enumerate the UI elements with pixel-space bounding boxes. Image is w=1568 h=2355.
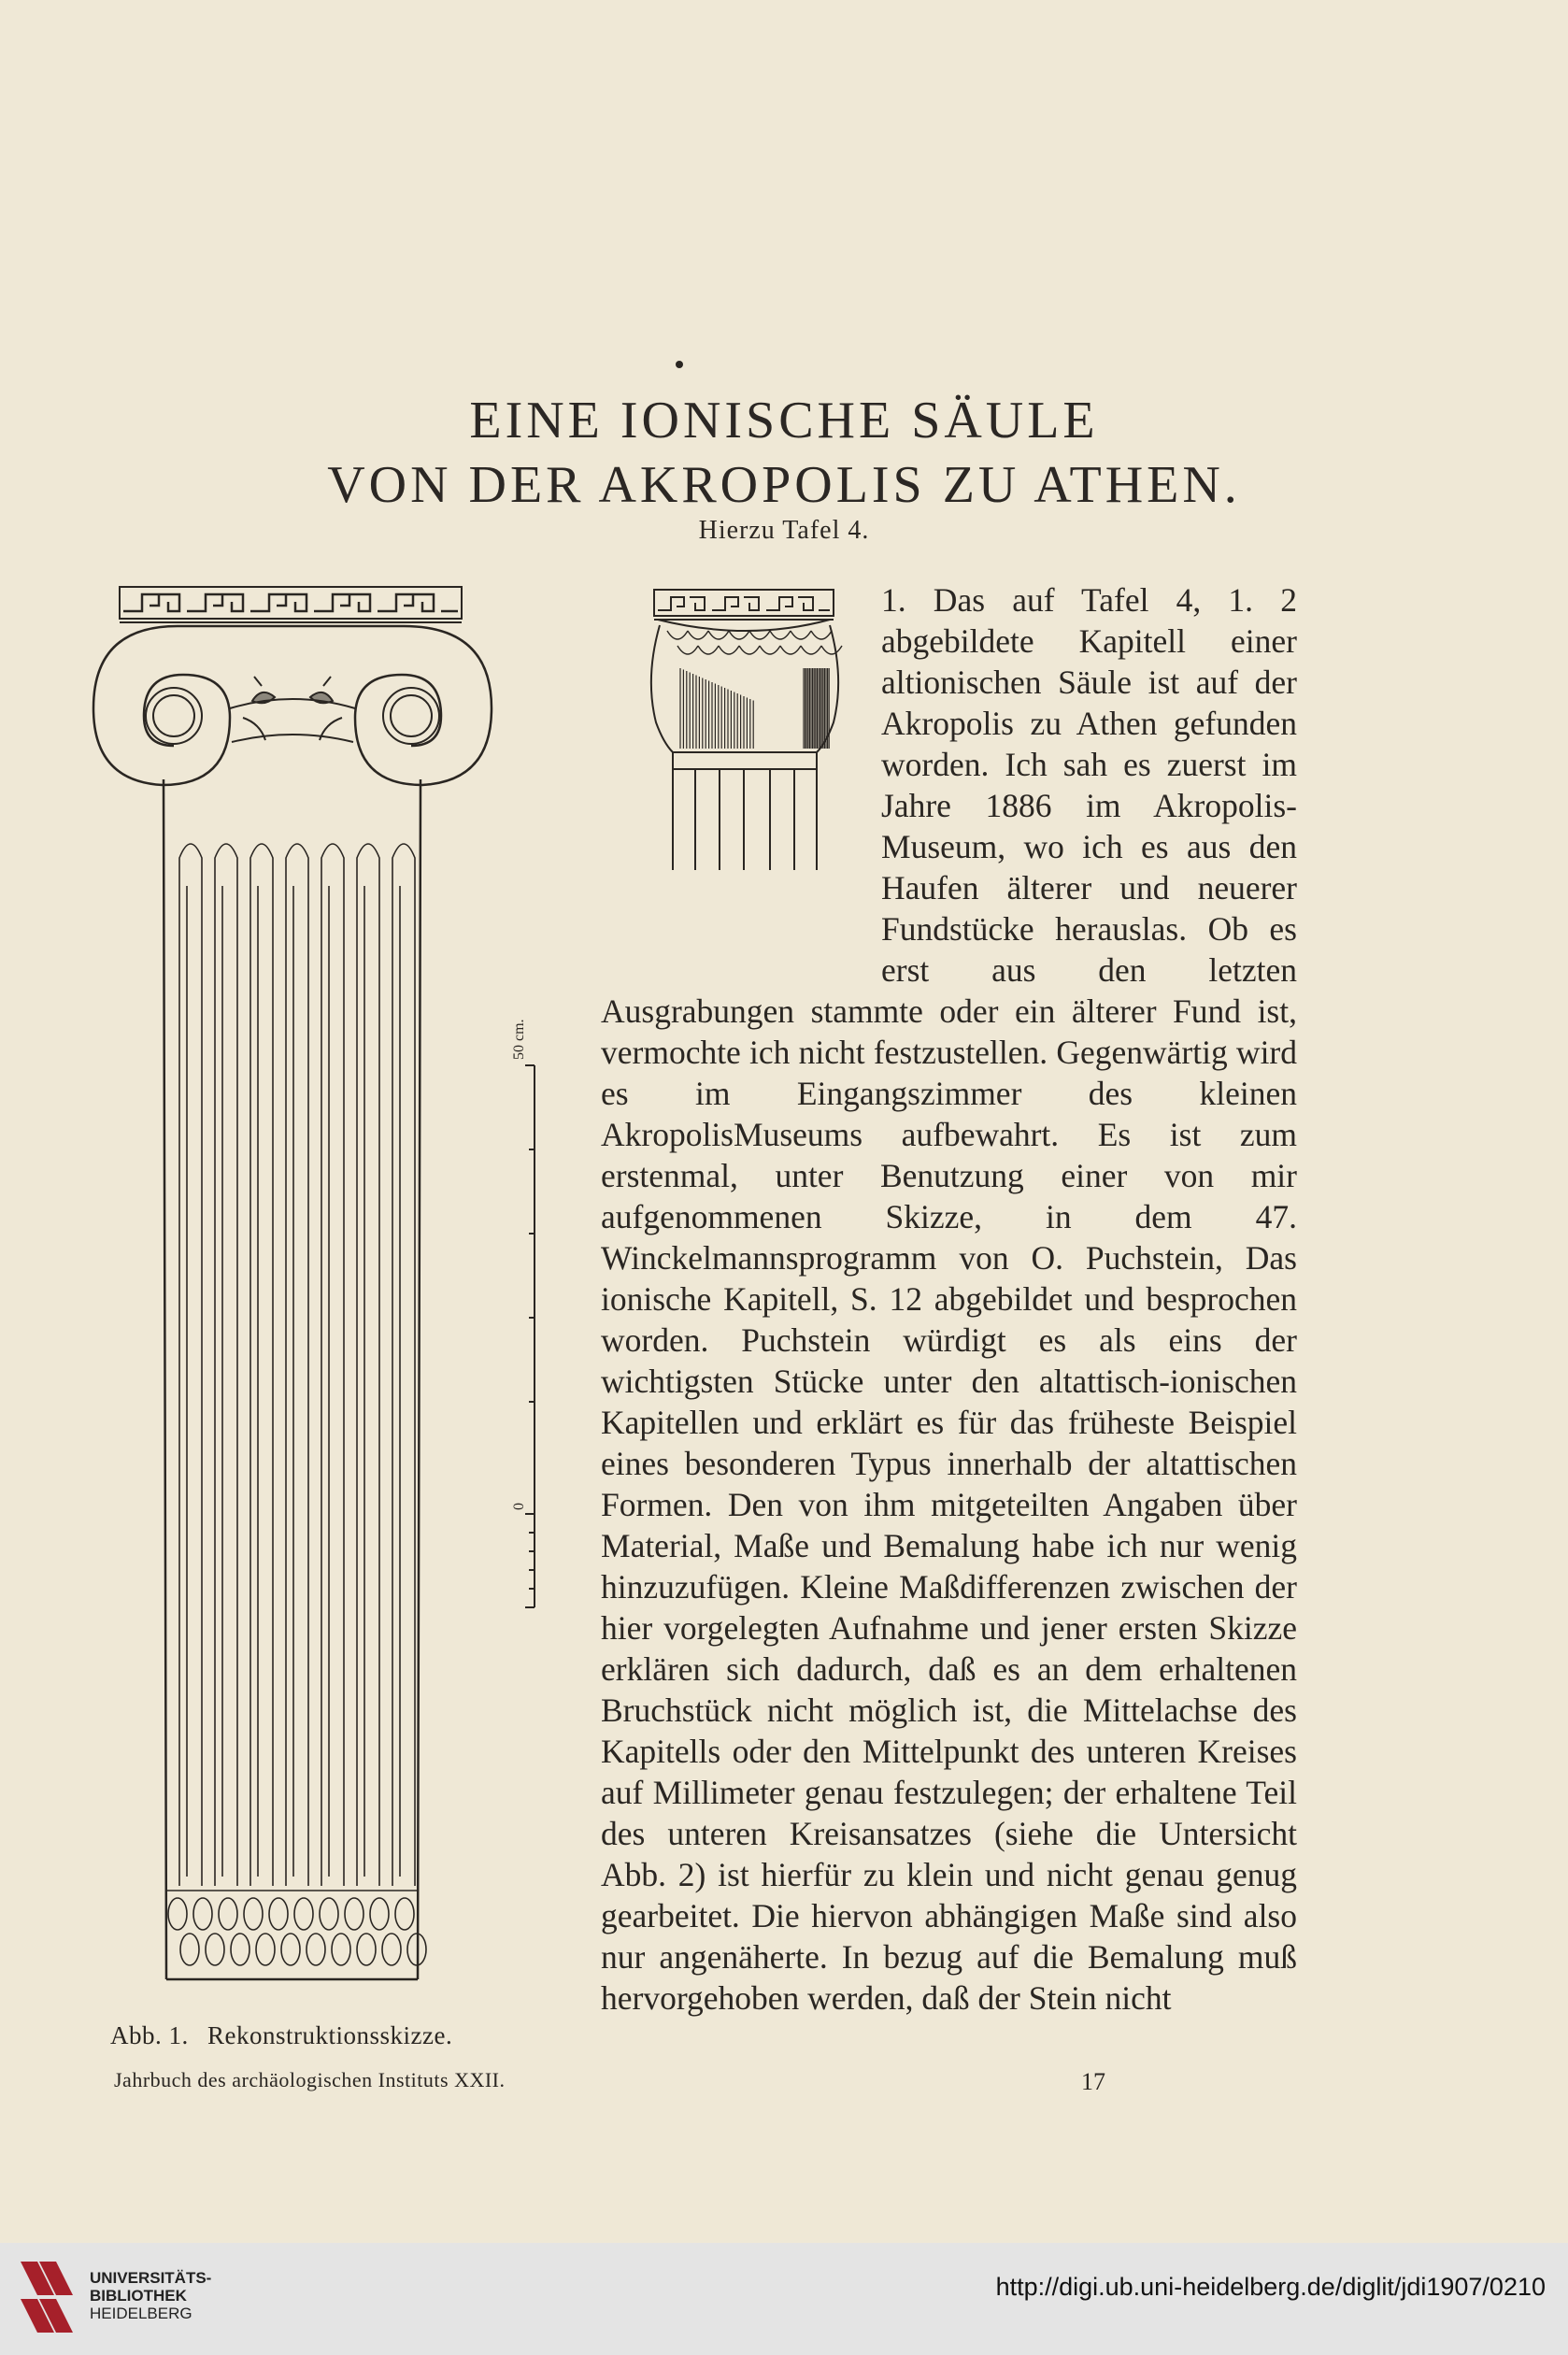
column-reconstruction-figure	[75, 578, 561, 2019]
heidelberg-library-logo-icon	[17, 2258, 77, 2338]
source-url[interactable]: http://digi.ub.uni-heidelberg.de/diglit/jdi1907/0210	[995, 2273, 1546, 2301]
article-title-line-1: EINE IONISCHE SÄULE	[469, 392, 1099, 450]
library-name: UNIVERSITÄTS- BIBLIOTHEK HEIDELBERG	[90, 2269, 212, 2322]
caption-text: Rekonstruktionsskizze.	[207, 2021, 453, 2049]
scale-zero: 0	[511, 1503, 527, 1510]
body-text	[601, 579, 1297, 2019]
journal-footer: Jahrbuch des archäologischen Instituts XXII.	[114, 2068, 506, 2091]
scale-label: 50 cm.	[511, 1019, 527, 1060]
plate-reference: Hierzu Tafel 4.	[698, 516, 870, 545]
figure-caption	[110, 2021, 452, 2050]
ornament-dot	[676, 361, 683, 368]
body-paragraph: 1. Das auf Tafel 4, 1. 2 abgebildete Kapitell einer altionischen Säule ist auf der Akropolis zu Athen gefunden worden. Ich sah es zuerst im Jahre 1886 im Akropolis-Museum, wo ich es aus den Haufen älterer und neuerer Fundstücke herauslas. Ob es erst aus den letzten Ausgrabungen stammte oder ein älterer Fund ist, vermochte ich nicht festzustellen. Gegenwärtig wird es im Eingangszimmer des kleinen AkropolisMuseums aufbewahrt. Es ist zum erstenmal, unter Benutzung einer von mir aufgenommenen Skizze, in dem 47. Winckelmannsprogramm von O. Puchstein, Das ionische Kapitell, S. 12 abgebildet und besprochen worden. Puchstein würdigt es als eins der wichtigsten Stücke unter den altattisch-ionischen Kapitellen und erklärt es für das früheste Beispiel eines besonderen Typus innerhalb der altattischen Formen. Den von ihm mitgeteilten Angaben über Material, Maße und Bemalung habe ich nur wenig hinzuzufügen. Kleine Maßdifferenzen zwischen der hier vorgelegten Aufnahme und jener ersten Skizze erklären sich dadurch, daß es an dem erhaltenen Bruchstück nicht möglich ist, die Mittelachse des Kapitells oder den Mittelpunkt des unteren Kreises auf Millimeter genau festzulegen; der erhaltene Teil des unteren Kreisansatzes (siehe die Untersicht Abb. 2) ist hierfür zu klein und nicht genau genug gearbeitet. Die hiervon abhängigen Maße sind also nur angenäherte. In bezug auf die Bemalung muß hervorgehoben werden, daß der Stein nicht	[601, 581, 1297, 2017]
scale-bar	[505, 991, 561, 1621]
article-title-line-2: VON DER AKROPOLIS ZU ATHEN.	[327, 456, 1241, 514]
caption-label: Abb. 1.	[110, 2021, 189, 2049]
page-number: 17	[1081, 2068, 1105, 2095]
